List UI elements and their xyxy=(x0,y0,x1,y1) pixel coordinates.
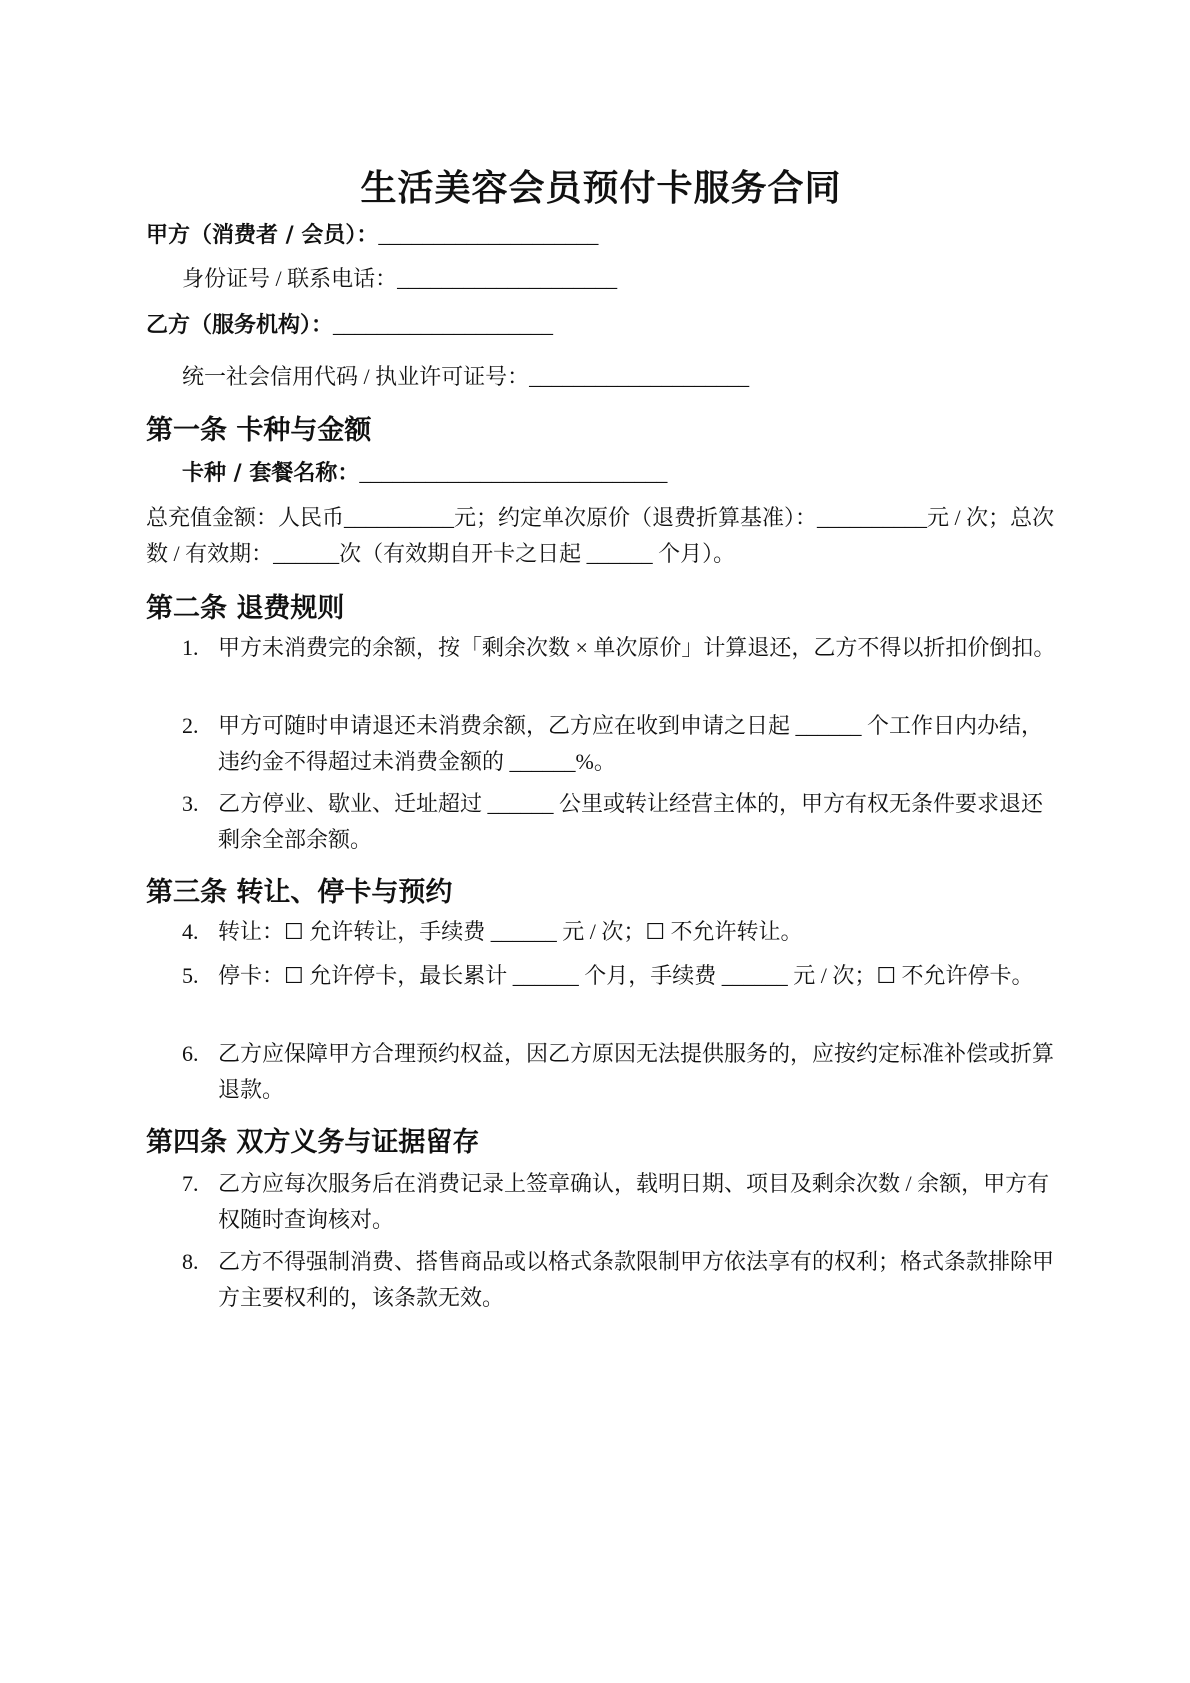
clause-7 xyxy=(182,1166,1056,1238)
card-type-label: 卡种 / 套餐名称： xyxy=(182,461,360,486)
clause-number: 1. xyxy=(182,635,199,660)
clause-number: 7. xyxy=(182,1171,199,1196)
clause-text: 乙方应保障甲方合理预约权益，因乙方原因无法提供服务的，应按约定标准补偿或折算退款。 xyxy=(218,1041,1055,1102)
clause-text: 停卡：☐ 允许停卡，最长累计 ______ 个月，手续费 ______ 元 / 次；☐ 不允许停卡。 xyxy=(218,963,1034,988)
clause-number: 8. xyxy=(182,1249,199,1274)
article-3-heading: 第三条 转让、停卡与预约 xyxy=(146,877,453,908)
card-type-blank: ____________________________ xyxy=(359,460,668,485)
clause-3 xyxy=(182,786,1056,858)
clause-number: 3. xyxy=(182,791,199,816)
clause-number: 6. xyxy=(182,1041,199,1066)
party-b-blank: ____________________ xyxy=(333,312,554,337)
clause-text: 乙方不得强制消费、搭售商品或以格式条款限制甲方依法享有的权利；格式条款排除甲方主要权利的，该条款无效。 xyxy=(218,1249,1055,1310)
party-a-blank: ____________________ xyxy=(378,222,599,247)
clause-6 xyxy=(182,1036,1056,1108)
clause-text: 乙方应每次服务后在消费记录上签章确认，载明日期、项目及剩余次数 / 余额，甲方有权随时查询核对。 xyxy=(218,1171,1050,1232)
article-1-heading: 第一条 卡种与金额 xyxy=(146,415,372,446)
clause-text: 乙方停业、歇业、迁址超过 ______ 公里或转让经营主体的，甲方有权无条件要求退还剩余全部余额。 xyxy=(218,791,1044,852)
amount-paragraph: 总充值金额：人民币__________元；约定单次原价（退费折算基准）：__________元 / 次；总次数 / 有效期：______次（有效期自开卡之日起 ______ 个月）。 xyxy=(146,505,1055,566)
clause-text: 甲方未消费完的余额，按「剩余次数 × 单次原价」计算退还，乙方不得以折扣价倒扣。 xyxy=(218,635,1056,660)
clause-2 xyxy=(182,708,1056,780)
clause-number: 5. xyxy=(182,963,199,988)
article-2-heading: 第二条 退费规则 xyxy=(146,593,345,624)
clause-8 xyxy=(182,1244,1056,1316)
party-a-line xyxy=(146,218,598,249)
clause-4 xyxy=(182,914,1056,950)
clause-text: 转让：☐ 允许转让，手续费 ______ 元 / 次；☐ 不允许转让。 xyxy=(218,919,803,944)
clause-1 xyxy=(182,630,1056,666)
clause-number: 4. xyxy=(182,919,199,944)
clause-5 xyxy=(182,958,1056,994)
party-a-label: 甲方（消费者 / 会员）： xyxy=(146,223,379,248)
party-b-line xyxy=(146,308,553,339)
article-4-heading: 第四条 双方义务与证据留存 xyxy=(146,1127,480,1158)
party-b-label: 乙方（服务机构）： xyxy=(146,313,334,338)
party-b-credit-line: 统一社会信用代码 / 执业许可证号：____________________ xyxy=(182,364,750,389)
document-title: 生活美容会员预付卡服务合同 xyxy=(360,168,842,209)
clause-number: 2. xyxy=(182,713,199,738)
card-type-line xyxy=(182,456,667,487)
clause-text: 甲方可随时申请退还未消费余额，乙方应在收到申请之日起 ______ 个工作日内办结，违约金不得超过未消费金额的 ______%。 xyxy=(218,713,1044,774)
party-a-id-line: 身份证号 / 联系电话：____________________ xyxy=(182,266,618,291)
